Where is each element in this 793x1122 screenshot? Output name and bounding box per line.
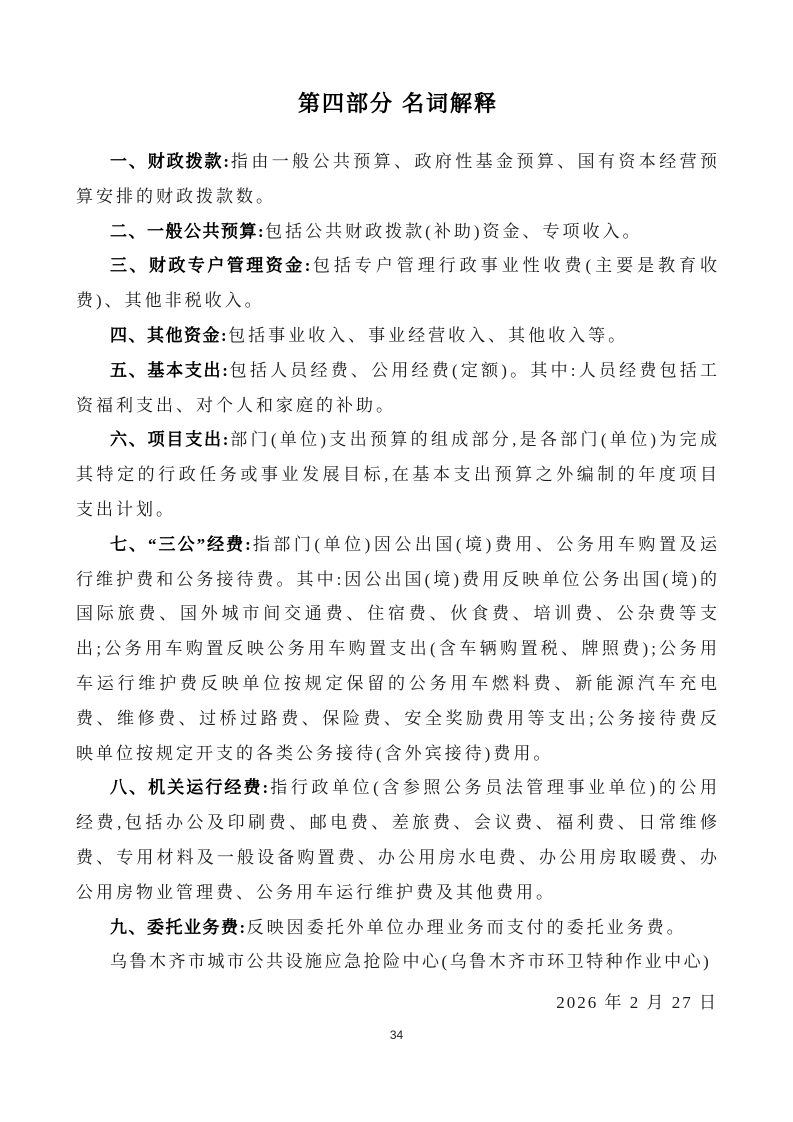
term-label: 六、项目支出: (110, 430, 230, 450)
term-definition: 指部门(单位)因公出国(境)费用、公务用车购置及运行维护费和公务接待费。其中:因公出国(境)费用反映单位公务出国(境)的国际旅费、国外城市间交通费、住宿费、伙食费、培训费、公杂费等支出;公务用车购置反映公务用车购置支出(含车辆购置税、牌照费);公务用车运行维护费反映单位按规定保留的公务用车燃料费、新能源汽车充电费、维修费、过桥过路费、保险费、安全奖励费用等支出;公务接待费反映单位按规定开支的各类公务接待(含外宾接待)费用。 (76, 534, 720, 763)
page-title: 第四部分 名词解释 (297, 91, 499, 116)
glossary-section (76, 145, 720, 945)
term-definition: 指行政单位(含参照公务员法管理事业单位)的公用经费,包括办公及印刷费、邮电费、差旅费、会议费、福利费、日常维修费、专用材料及一般设备购置费、办公用房水电费、办公用房取暖费、办公用房物业管理费、公务用车运行维护费及其他费用。 (76, 778, 720, 902)
term-label: 一、财政拨款: (110, 152, 231, 171)
term-definition: 包括公共财政拨款(补助)资金、专项收入。 (265, 221, 643, 241)
term-label: 八、机关运行经费: (110, 778, 270, 798)
glossary-paragraph (76, 771, 720, 910)
term-label: 五、基本支出: (110, 360, 230, 380)
page-number: 34 (389, 1028, 404, 1042)
signature-line: 乌鲁木齐市城市公共设施应急抢险中心(乌鲁木齐市环卫特种作业中心) (110, 952, 712, 972)
term-label: 九、委托业务费: (110, 917, 247, 937)
term-definition: 反映因委托外单位办理业务而支付的委托业务费。 (246, 917, 687, 937)
term-label: 二、一般公共预算: (110, 221, 266, 241)
glossary-paragraph (76, 528, 720, 772)
term-label: 七、“三公”经费: (110, 534, 253, 554)
glossary-paragraph (76, 215, 720, 250)
term-definition: 指由一般公共预算、政府性基金预算、国有资本经营预算安排的财政拨款数。 (76, 152, 720, 206)
term-definition: 包括事业收入、事业经营收入、其他收入等。 (228, 325, 629, 345)
glossary-paragraph (76, 354, 720, 424)
term-definition: 部门(单位)支出预算的组成部分,是各部门(单位)为完成其特定的行政任务或事业发展目标,在基本支出预算之外编制的年度项目支出计划。 (76, 430, 720, 519)
glossary-paragraph (76, 145, 720, 215)
glossary-paragraph (76, 319, 720, 354)
term-label: 四、其他资金: (110, 325, 229, 345)
glossary-paragraph (76, 423, 720, 527)
glossary-paragraph (76, 249, 720, 319)
term-label: 三、财政专户管理资金: (110, 256, 312, 276)
glossary-paragraph (76, 911, 720, 946)
date-line: 2026 年 2 月 27 日 (556, 993, 718, 1013)
term-definition: 包括人员经费、公用经费(定额)。其中:人员经费包括工资福利支出、对个人和家庭的补助。 (76, 360, 720, 415)
term-definition: 包括专户管理行政事业性收费(主要是教育收费)、其他非税收入。 (76, 256, 720, 311)
